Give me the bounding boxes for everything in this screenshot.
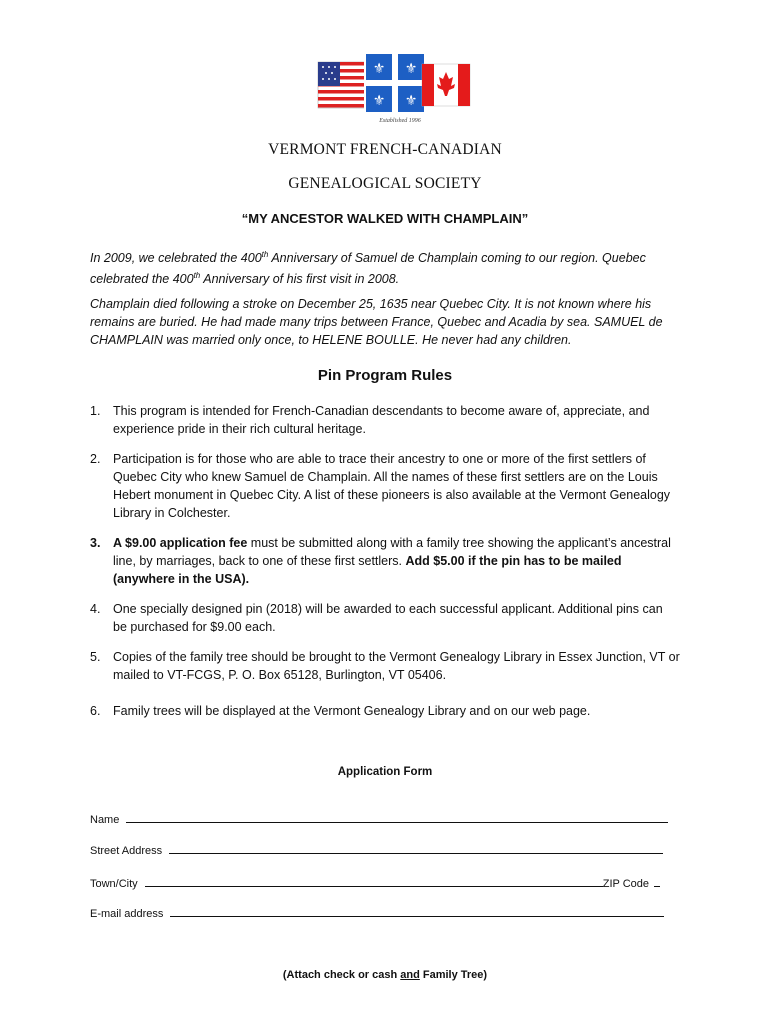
rule-item-3: 3. A $9.00 application fee must be submitted along with a family tree showing the applicant’s ancestral line, by marriages, back to one of these first settlers. Add $5.00 if the pin has to be mailed (anywhere in the USA). [90,536,671,586]
svg-text:⚜: ⚜ [372,61,386,77]
society-logo [316,50,472,126]
rules-heading: Pin Program Rules [317,367,453,384]
quebec-flag-icon [364,52,426,114]
street-address-field[interactable] [90,843,663,857]
street-address-input-line[interactable] [169,843,663,854]
svg-text:⚜: ⚜ [372,93,386,109]
intro-paragraph-2: Champlain died following a stroke on December 25, 1635 near Quebec City. It is not known where his remains are buried. He had made many trips between France, Quebec and Acadia by sea. SAMUEL de CHAMPLAIN was married only once, to HELENE BOULLE. He never had any children. [90,297,663,347]
name-input-line[interactable] [126,812,668,823]
email-field[interactable] [90,906,664,920]
rule-item-2: 2. Participation is for those who are able to trace their ancestry to one or more of the first settlers of Quebec City who knew Samuel de Champlain. All the names of these first settlers are on the Louis Hebert monument in Quebec City. A list of these pioneers is also available at the Vermont Genealogy Library in Colchester. [90,452,671,520]
email-label: E-mail address [90,908,164,920]
name-field[interactable] [90,812,668,826]
attach-note: (Attach check or cash and Family Tree) [282,969,488,981]
logo-caption: Established 1996 [379,118,421,124]
us-flag-icon [318,62,368,108]
rule-item-4: 4. One specially designed pin (2018) will be awarded to each successful applicant. Additional pins can be purchased for $9.00 each. [90,602,663,634]
zip-label: ZIP Code [602,878,650,890]
org-name-line2: GENEALOGICAL SOCIETY [288,175,482,192]
rule-item-1: 1. This program is intended for French-Canadian descendants to become aware of, appreciate, and experience pride in their rich cultural heritage. [90,404,650,436]
town-input-line[interactable] [145,876,603,887]
document-title: “MY ANCESTOR WALKED WITH CHAMPLAIN” [241,211,529,226]
svg-text:⚜: ⚜ [404,61,418,77]
town-label: Town/City [90,878,138,890]
svg-text:⚜: ⚜ [404,93,418,109]
town-zip-field[interactable] [90,876,660,890]
rule-item-5: 5. Copies of the family tree should be brought to the Vermont Genealogy Library in Essex Junction, VT or mailed to VT-FCGS, P. O. Box 65128, Burlington, VT 05406. [90,650,680,682]
rules-list [90,402,680,720]
org-name-line1: VERMONT FRENCH-CANADIAN [268,141,502,158]
zip-input-line[interactable] [654,876,660,887]
application-form-title: Application Form [337,766,433,778]
email-input-line[interactable] [170,906,664,917]
rule-item-6: 6. Family trees will be displayed at the Vermont Genealogy Library and on our web page. [90,704,591,718]
name-label: Name [90,814,120,826]
intro-paragraph-1: In 2009, we celebrated the 400th Anniversary of Samuel de Champlain coming to our region. Quebec celebrated the 400th Anniversary of his first visit in 2008. [90,250,646,287]
street-address-label: Street Address [90,845,163,857]
canada-flag-icon [422,64,470,106]
